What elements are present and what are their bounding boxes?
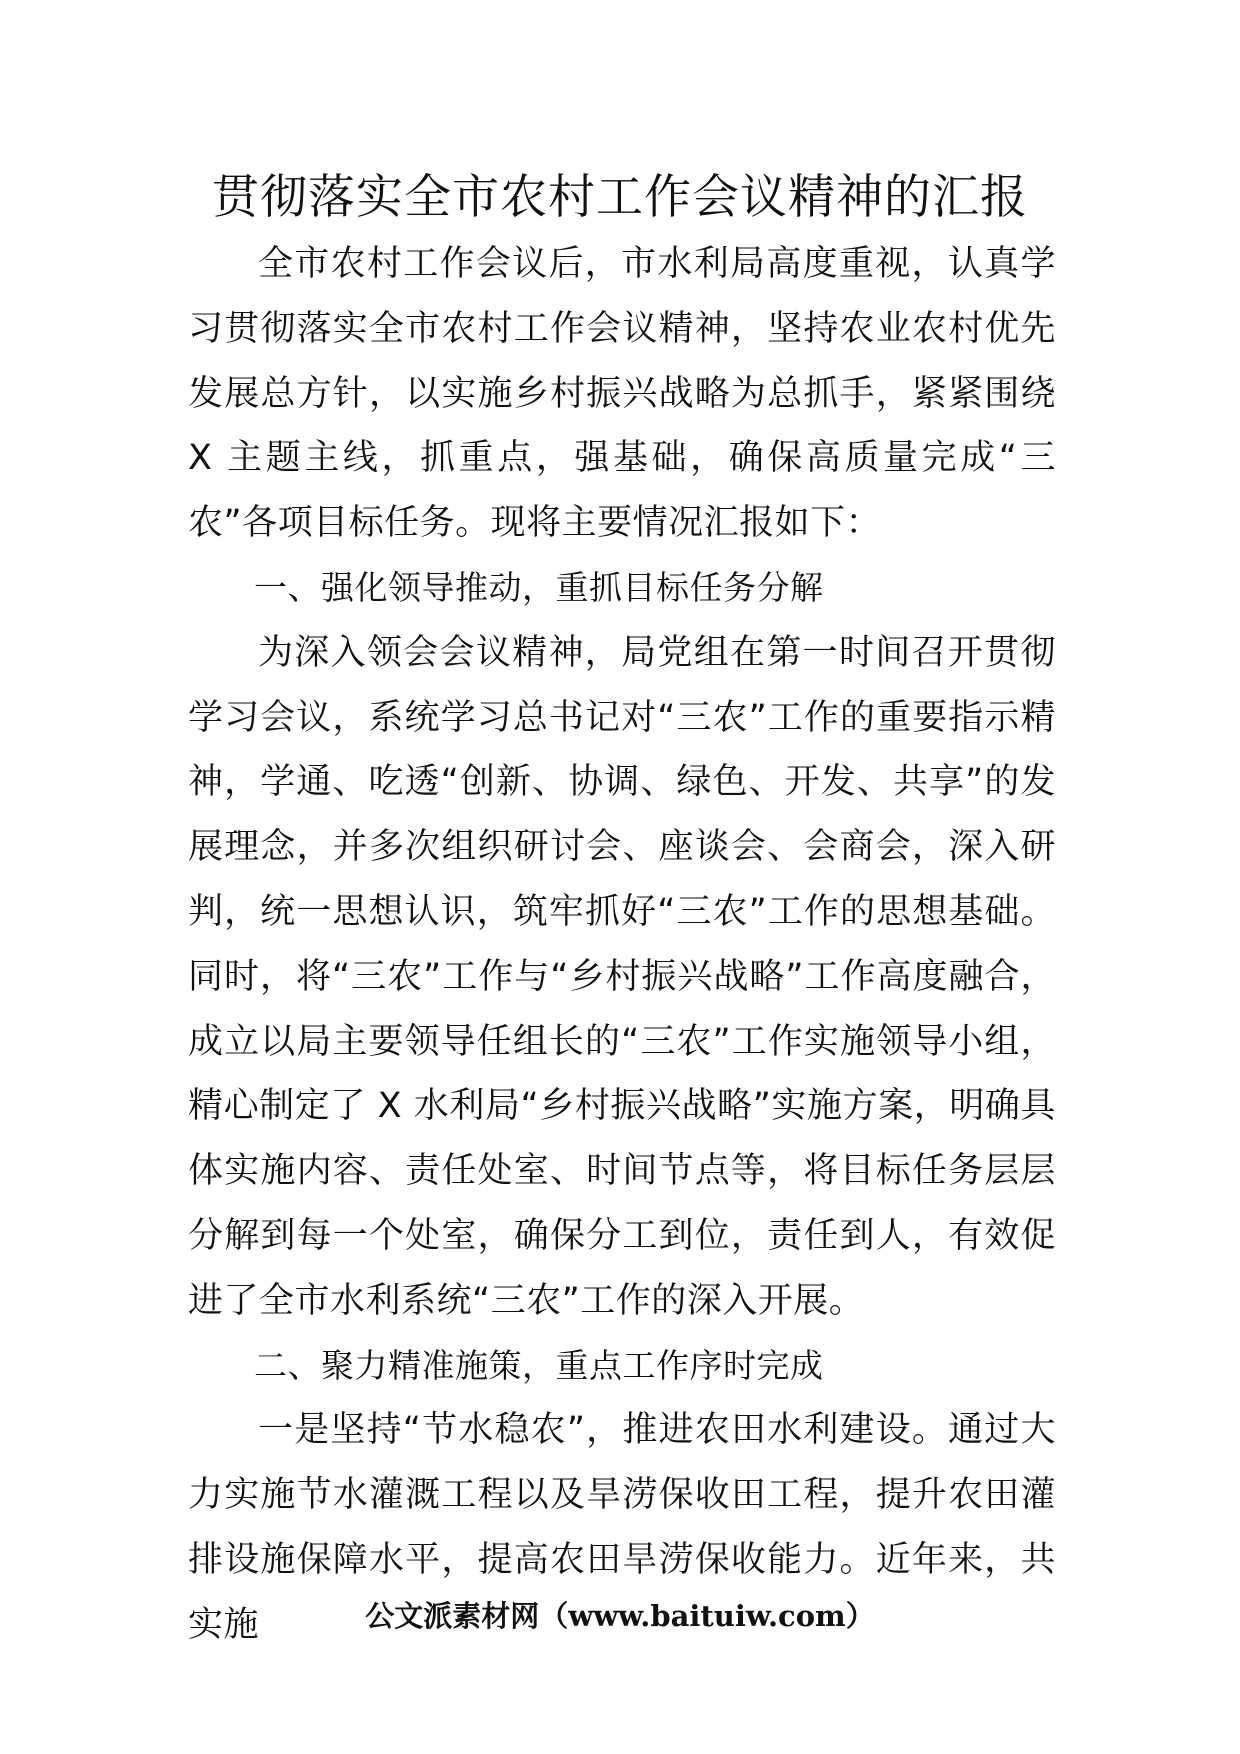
footer-watermark: 公文派素材网（www.baituiw.com） — [365, 1599, 875, 1633]
section-heading-2: 二、聚力精准施策，重点工作序时完成 — [254, 1345, 824, 1385]
section-heading-1: 一、强化领导推动，重抓目标任务分解 — [254, 567, 824, 607]
document-body — [188, 232, 1056, 1658]
section-1-paragraph: 为深入领会会议精神，局党组在第一时间召开贯彻学习会议，系统学习总书记对“三农”工作的重要指示精神，学通、吃透“创新、协调、绿色、开发、共享”的发展理念，并多次组织研讨会、座谈会、会商会，深入研判，统一思想认识，筑牢抓好“三农”工作的思想基础。同时，将“三农”工作与“乡村振兴战略”工作高度融合，成立以局主要领导任组长的“三农”工作实施领导小组，精心制定了 X 水利局“乡村振兴战略”实施方案，明确具体实施内容、责任处室、时间节点等，将目标任务层层分解到每一个处室，确保分工到位，责任到人，有效促进了全市水利系统“三农”工作的深入开展。 — [188, 632, 1057, 1321]
intro-paragraph: 全市农村工作会议后，市水利局高度重视，认真学习贯彻落实全市农村工作会议精神，坚持农业农村优先发展总方针，以实施乡村振兴战略为总抓手，紧紧围绕 X 主题主线，抓重点，强基础，确保高质量完成“三农”各项目标任务。现将主要情况汇报如下： — [188, 244, 1056, 544]
document-title: 贯彻落实全市农村工作会议精神的汇报 — [212, 170, 1028, 225]
section-2-paragraph: 一是坚持“节水稳农”，推进农田水利建设。通过大力实施节水灌溉工程以及旱涝保收田工程，提升农田灌排设施保障水平，提高农田旱涝保收能力。近年来，共实施 — [188, 1410, 1056, 1645]
